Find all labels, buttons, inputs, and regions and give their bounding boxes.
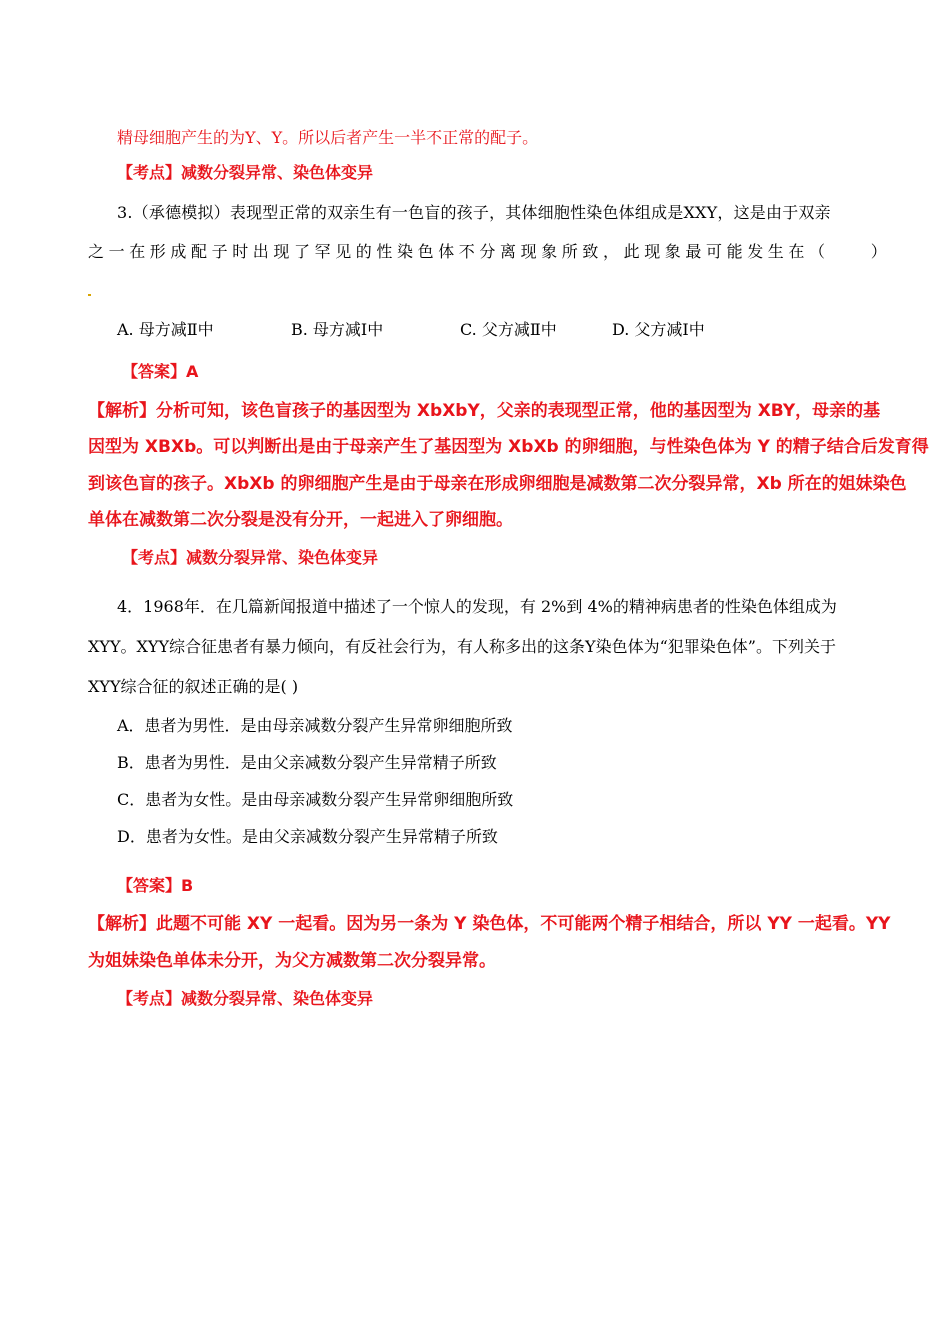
q4-stem-line-1: 4．1968年．在几篇新闻报道中描述了一个惊人的发现，有 2%到 4%的精神病患者的性染色体组成为 bbox=[117, 597, 837, 616]
q4-option-d: D．患者为女性。是由父亲减数分裂产生异常精子所致 bbox=[117, 827, 498, 846]
q3-option-b: B. 母方减Ⅰ中 bbox=[291, 320, 384, 339]
q3-analysis-line-4: 单体在减数第二次分裂是没有分开，一起进入了卵细胞。 bbox=[88, 510, 513, 530]
q4-analysis-line-1: 【解析】此题不可能 XY 一起看。因为另一条为 Y 染色体，不可能两个精子相结合，所以 YY 一起看。YY bbox=[88, 914, 891, 934]
q3-analysis-line-2: 因型为 XBXb。可以判断出是由于母亲产生了基因型为 XbXb 的卵细胞，与性染色体为 Y 的精子结合后发育得 bbox=[88, 437, 929, 457]
q4-stem-line-3: XYY综合征的叙述正确的是( ) bbox=[88, 677, 299, 696]
q4-stem-line-2: XYY。XYY综合征患者有暴力倾向，有反社会行为，有人称多出的这条Y染色体为“犯罪染色体”。下列关于 bbox=[88, 637, 836, 656]
stray-mark bbox=[88, 294, 91, 296]
q3-answer: 【答案】A bbox=[122, 362, 199, 381]
q3-stem-line-1: 3.（承德模拟）表现型正常的双亲生有一色盲的孩子，其体细胞性染色体组成是XXY，这是由于双亲 bbox=[117, 203, 831, 222]
q4-analysis-line-2: 为姐妹染色单体未分开，为父方减数第二次分裂异常。 bbox=[88, 951, 496, 971]
q3-option-a: A. 母方减Ⅱ中 bbox=[117, 320, 214, 339]
q3-analysis-line-3: 到该色盲的孩子。XbXb 的卵细胞产生是由于母亲在形成卵细胞是减数第二次分裂异常，Xb 所在的姐妹染色 bbox=[88, 474, 907, 494]
kaodian-label-3: 【考点】减数分裂异常、染色体变异 bbox=[117, 989, 374, 1008]
continuation-text: 精母细胞产生的为Y、Y。所以后者产生一半不正常的配子。 bbox=[117, 128, 539, 147]
q3-stem-line-2: 之一在形成配子时出现了罕见的性染色体不分离现象所致，此现象最可能发生在（ ） bbox=[88, 242, 892, 261]
q3-option-c: C. 父方减Ⅱ中 bbox=[460, 320, 557, 339]
q4-option-c: C．患者为女性。是由母亲减数分裂产生异常卵细胞所致 bbox=[117, 790, 514, 809]
kaodian-label-1: 【考点】减数分裂异常、染色体变异 bbox=[117, 163, 374, 182]
q3-option-d: D. 父方减Ⅰ中 bbox=[612, 320, 705, 339]
q4-answer: 【答案】B bbox=[117, 876, 194, 895]
q4-option-b: B．患者为男性．是由父亲减数分裂产生异常精子所致 bbox=[117, 753, 497, 772]
kaodian-label-2: 【考点】减数分裂异常、染色体变异 bbox=[122, 548, 379, 567]
q3-analysis-line-1: 【解析】分析可知，该色盲孩子的基因型为 XbXbY，父亲的表现型正常，他的基因型为 XBY，母亲的基 bbox=[88, 401, 881, 421]
q4-option-a: A．患者为男性．是由母亲减数分裂产生异常卵细胞所致 bbox=[117, 716, 513, 735]
